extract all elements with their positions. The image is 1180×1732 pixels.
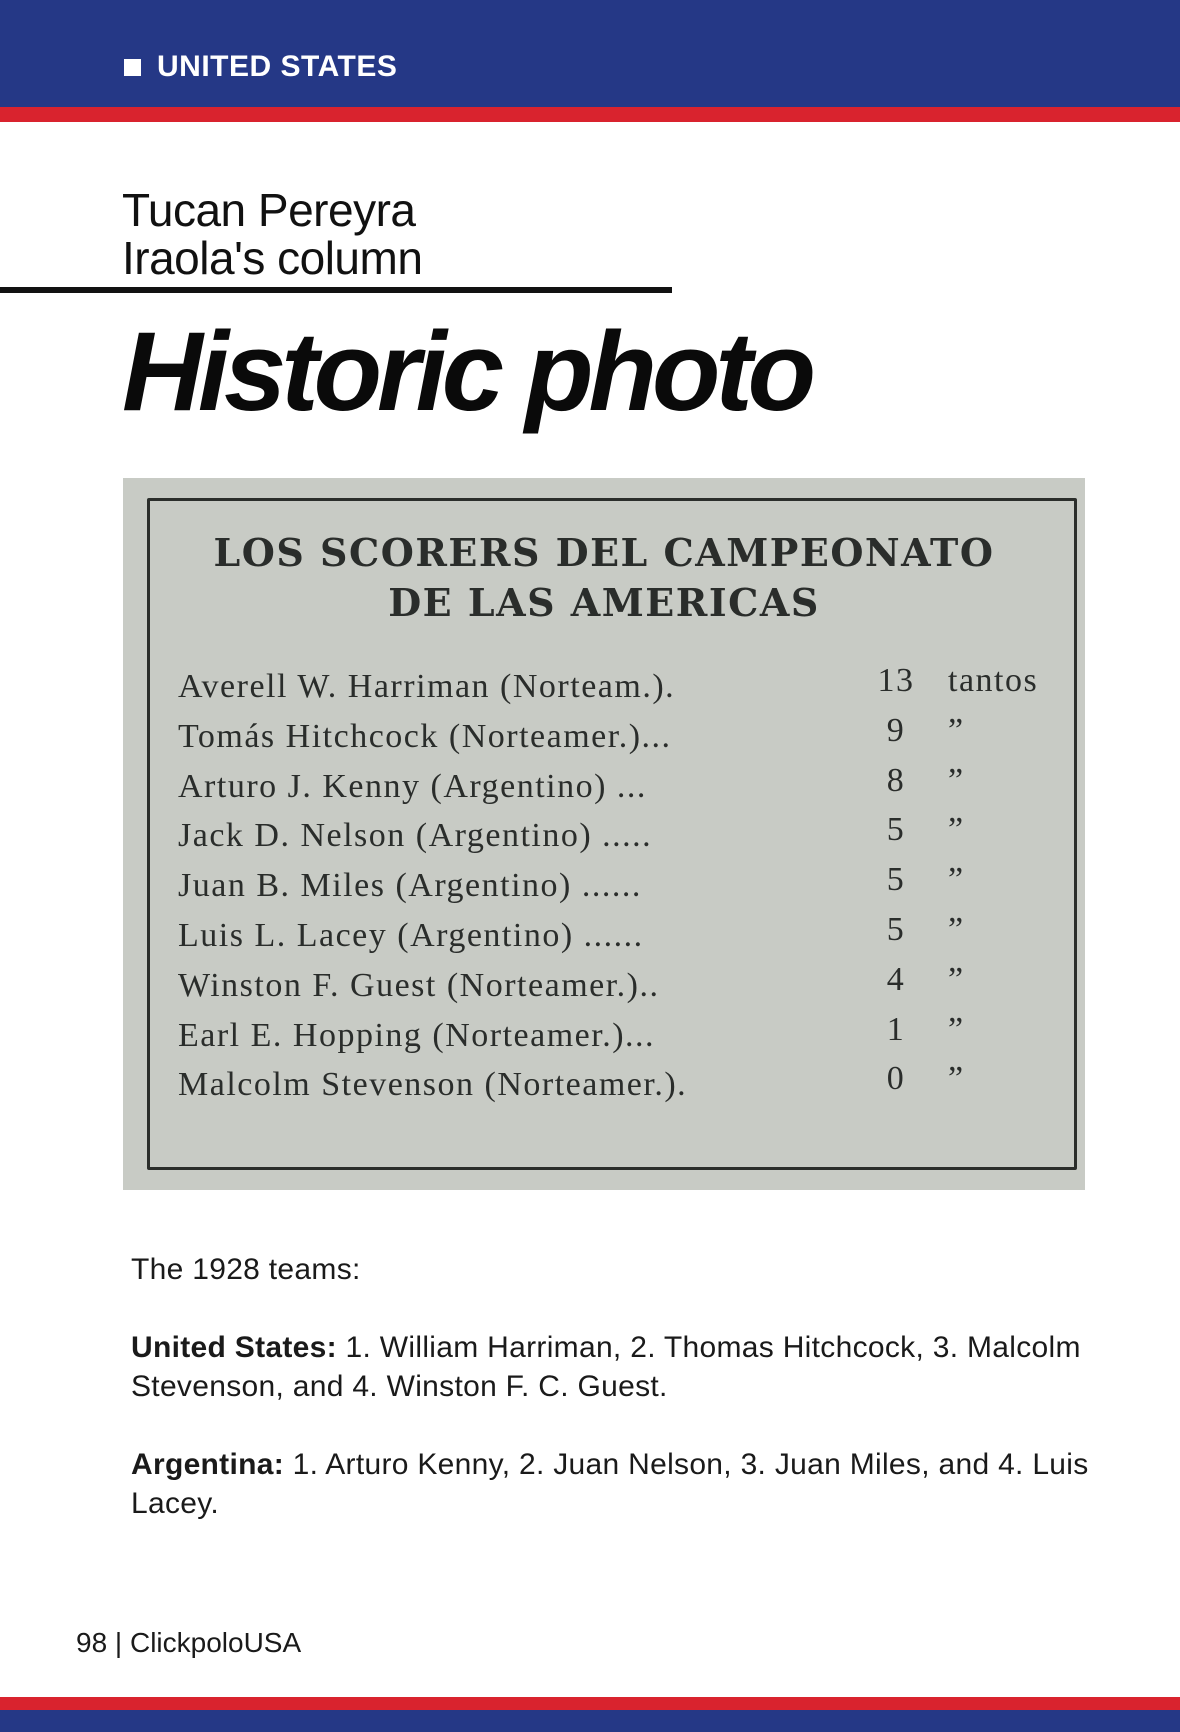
scorer-count: 13 — [877, 662, 915, 699]
clipping-title-line1: LOS SCORERS DEL CAMPEONATO — [213, 530, 995, 575]
scorer-unit: ” — [948, 960, 965, 998]
scorer-count: 8 — [886, 761, 906, 799]
scorer-row — [178, 811, 1048, 867]
article-body — [131, 1250, 1091, 1523]
scorer-count: 4 — [886, 960, 906, 998]
scorer-name: Jack D. Nelson (Argentino) ..... — [178, 817, 653, 855]
scorer-name: Malcolm Stevenson (Norteamer.). — [178, 1066, 688, 1104]
scorer-count: 9 — [886, 711, 906, 749]
headline: Historic photo — [122, 309, 812, 434]
section-label: UNITED STATES — [157, 50, 398, 83]
argentina-team-text: 1. Arturo Kenny, 2. Juan Nelson, 3. Juan Miles, and 4. Luis Lacey. — [131, 1448, 1089, 1520]
scorer-unit: ” — [948, 861, 965, 899]
teams-intro: The 1928 teams: — [131, 1253, 361, 1286]
scorer-row — [178, 761, 1048, 818]
us-team-text: 1. William Harriman, 2. Thomas Hitchcock, 3. Malcolm Stevenson, and 4. Winston F. C. Guest. — [131, 1331, 1081, 1403]
scorer-count: 0 — [886, 1060, 906, 1098]
page-footer: 98 | ClickpoloUSA — [76, 1627, 302, 1658]
scorer-row — [178, 861, 1048, 917]
scorer-row — [178, 960, 1048, 1017]
scorer-count: 5 — [886, 811, 906, 849]
clipping-title-line2: DE LAS AMERICAS — [388, 580, 820, 625]
scorer-name: Arturo J. Kenny (Argentino) ... — [178, 767, 647, 805]
historic-clipping-photo — [123, 478, 1085, 1190]
column-title-line1: Tucan Pereyra — [122, 184, 416, 236]
clipping-title — [123, 528, 1085, 628]
scorer-unit: ” — [948, 711, 965, 749]
scorer-row — [178, 662, 1048, 718]
scorer-count: 5 — [886, 861, 906, 899]
scorer-unit: ” — [948, 910, 965, 948]
scorer-unit: ” — [948, 761, 965, 799]
header-red-stripe — [0, 107, 1180, 122]
section-tag — [124, 50, 397, 84]
scorer-name: Winston F. Guest (Norteamer.).. — [178, 966, 660, 1004]
scorer-name: Tomás Hitchcock (Norteamer.)... — [178, 717, 672, 755]
column-title — [122, 186, 682, 282]
column-title-line2: Iraola's column — [122, 232, 423, 284]
scorer-name: Juan B. Miles (Argentino) ...... — [178, 867, 642, 905]
title-rule — [0, 287, 672, 293]
footer-blue-bar — [0, 1710, 1180, 1732]
scorer-name: Averell W. Harriman (Norteam.). — [178, 668, 676, 705]
argentina-team-paragraph — [131, 1445, 1091, 1523]
us-team-label: United States: — [131, 1331, 337, 1364]
scorer-count: 1 — [886, 1010, 906, 1048]
us-team-paragraph — [131, 1328, 1091, 1406]
scorer-unit: tantos — [948, 662, 1039, 699]
square-bullet-icon — [124, 59, 141, 76]
scorer-unit: ” — [948, 811, 965, 849]
scorer-row — [178, 711, 1048, 768]
scorer-name: Earl E. Hopping (Norteamer.)... — [178, 1016, 656, 1054]
scorer-row — [178, 1010, 1048, 1067]
scorer-name: Luis L. Lacey (Argentino) ...... — [178, 916, 644, 954]
scorer-unit: ” — [948, 1060, 965, 1098]
scorer-count: 5 — [886, 910, 906, 948]
scorers-list — [178, 662, 1048, 1116]
scorer-row — [178, 910, 1048, 967]
scorer-row — [178, 1060, 1048, 1116]
argentina-team-label: Argentina: — [131, 1448, 284, 1481]
footer-red-stripe — [0, 1697, 1180, 1710]
scorer-unit: ” — [948, 1010, 965, 1048]
